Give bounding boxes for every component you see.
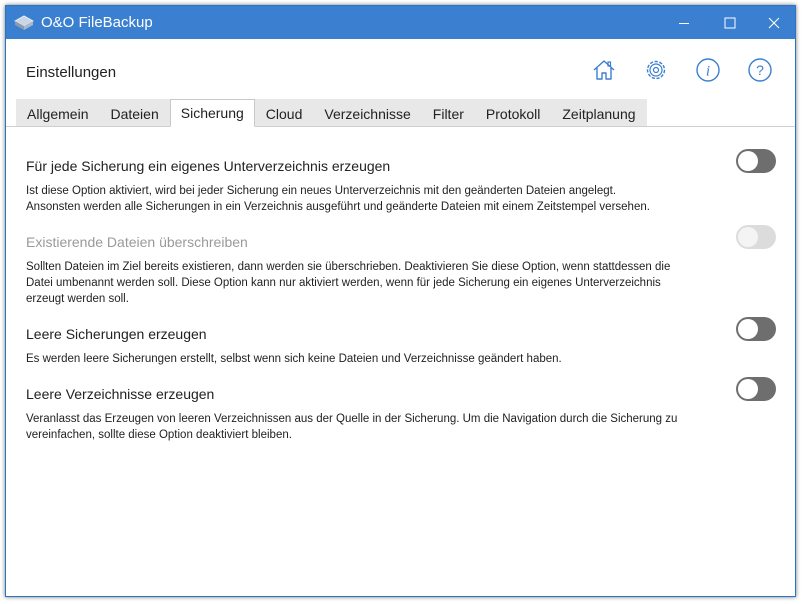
app-logo-icon — [13, 13, 35, 31]
page-title: Einstellungen — [26, 64, 117, 81]
toggle-knob — [738, 319, 758, 339]
svg-text:?: ? — [756, 62, 764, 78]
desc-line: erzeugt werden soll. — [26, 293, 129, 305]
tab-zeitplanung[interactable]: Zeitplanung — [551, 99, 646, 127]
option-desc-ueberschreiben — [26, 259, 716, 307]
option-title-unterverzeichnis: Für jede Sicherung ein eigenes Unterverzeichnis erzeugen — [26, 158, 391, 174]
close-icon — [768, 17, 780, 29]
tab-bar — [16, 99, 647, 127]
tab-sicherung[interactable]: Sicherung — [170, 99, 255, 127]
toggle-knob — [738, 151, 758, 171]
desc-line: Es werden leere Sicherungen erstellt, selbst wenn sich keine Dateien und Verzeichnisse geändert haben. — [26, 353, 562, 365]
tab-dateien[interactable]: Dateien — [99, 99, 169, 127]
help-icon — [747, 57, 773, 83]
desc-line: Sollten Dateien im Ziel bereits existieren, dann werden sie überschrieben. Deaktivieren Sie diese Option, wenn stattdessen die — [26, 261, 671, 273]
window-title: O&O FileBackup — [41, 14, 153, 31]
title-bar[interactable] — [6, 6, 795, 39]
header — [6, 39, 795, 99]
tab-verzeichnisse[interactable]: Verzeichnisse — [313, 99, 421, 127]
minimize-icon — [678, 17, 690, 29]
minimize-button[interactable] — [661, 6, 707, 39]
app-window — [5, 5, 796, 597]
desc-line: Datei umbenannt werden soll. Diese Option kann nur aktiviert werden, wenn für jede Sicherung ein eigenes Unterverzeichnis — [26, 277, 661, 289]
toggle-leere-sicherungen[interactable] — [736, 317, 776, 341]
option-desc-leere-verzeichnisse — [26, 411, 716, 443]
toggle-knob — [738, 379, 758, 399]
tab-allgemein[interactable]: Allgemein — [16, 99, 99, 127]
option-desc-leere-sicherungen — [26, 351, 716, 367]
toggle-knob — [738, 227, 758, 247]
maximize-button[interactable] — [707, 6, 753, 39]
option-title-ueberschreiben: Existierende Dateien überschreiben — [26, 234, 248, 250]
settings-button[interactable] — [642, 56, 670, 84]
option-title-leere-verzeichnisse: Leere Verzeichnisse erzeugen — [26, 386, 215, 402]
home-button[interactable] — [590, 56, 618, 84]
toggle-unterverzeichnis[interactable] — [736, 149, 776, 173]
desc-line: Ist diese Option aktiviert, wird bei jeder Sicherung ein neues Unterverzeichnis mit den geänderten Dateien angelegt. — [26, 185, 617, 197]
tab-filter[interactable]: Filter — [422, 99, 475, 127]
toggle-ueberschreiben — [736, 225, 776, 249]
info-icon — [695, 57, 721, 83]
toggle-leere-verzeichnisse[interactable] — [736, 377, 776, 401]
tab-cloud[interactable]: Cloud — [255, 99, 314, 127]
info-button[interactable] — [694, 56, 722, 84]
settings-panel — [6, 127, 795, 596]
close-button[interactable] — [751, 6, 797, 39]
settings-gear-icon — [643, 57, 669, 83]
home-icon — [591, 57, 617, 83]
desc-line: Ansonsten werden alle Sicherungen in ein Verzeichnis ausgeführt und geänderte Dateien mit einem Zeitstempel versehen. — [26, 201, 650, 213]
desc-line: Veranlasst das Erzeugen von leeren Verzeichnissen aus der Quelle in der Sicherung. Um die Navigation durch die Sicherung zu — [26, 413, 678, 425]
svg-text:i: i — [705, 63, 711, 80]
option-title-leere-sicherungen: Leere Sicherungen erzeugen — [26, 326, 207, 342]
tab-protokoll[interactable]: Protokoll — [475, 99, 551, 127]
maximize-icon — [724, 17, 736, 29]
help-button[interactable] — [746, 56, 774, 84]
option-desc-unterverzeichnis — [26, 183, 716, 215]
desc-line: vereinfachen, sollte diese Option deaktiviert bleiben. — [26, 429, 292, 441]
